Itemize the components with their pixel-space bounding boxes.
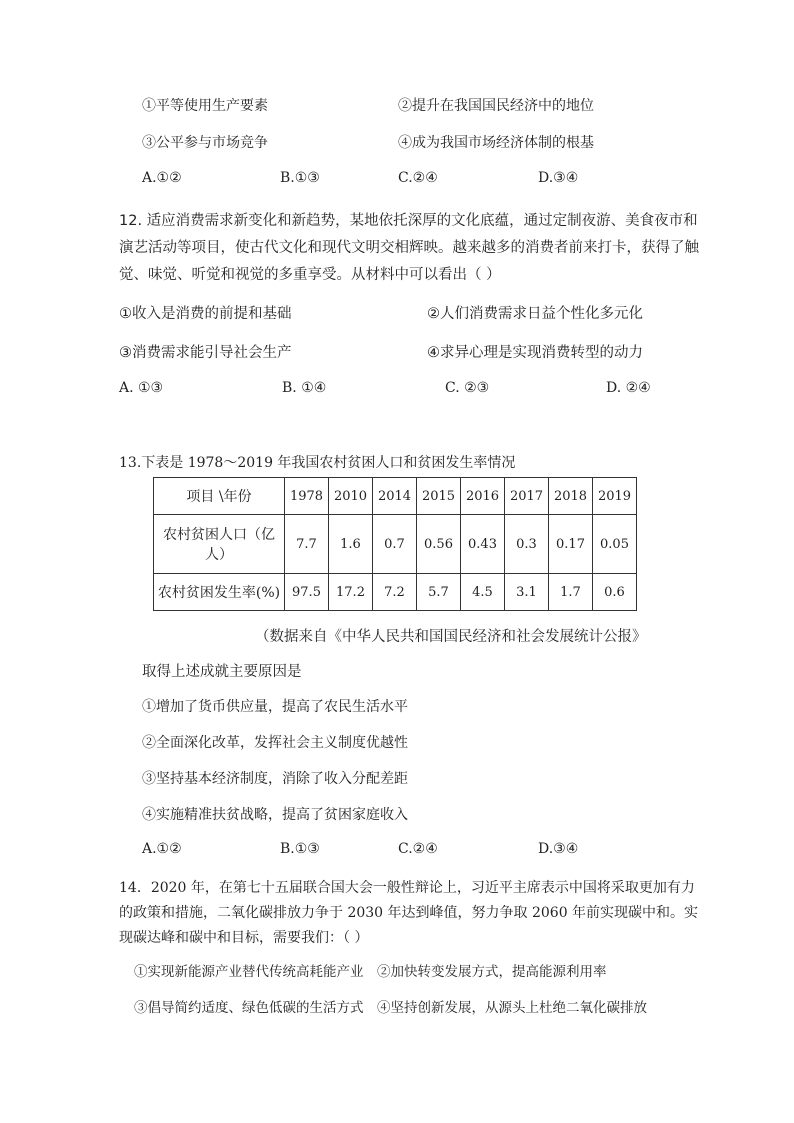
table-cell: 0.05	[593, 515, 637, 574]
table-row-poverty-rate	[154, 574, 637, 611]
table-cell: 3.1	[505, 574, 549, 611]
q13-choice-d: D.③④	[538, 841, 579, 857]
q12-stem-line-3: 觉、味觉、听觉和视觉的多重享受。从材料中可以看出（ ）	[119, 267, 501, 283]
table-cell: 0.6	[593, 574, 637, 611]
row-label-line-2: 人）	[205, 547, 233, 563]
q11-choice-d: D.③④	[538, 170, 579, 186]
row-label-poverty-rate: 农村贫困发生率(%)	[154, 574, 285, 611]
table-cell: 1.7	[549, 574, 593, 611]
table-cell: 1.6	[329, 515, 373, 574]
q12-choice-d: D. ②④	[606, 380, 651, 396]
q12-choice-a: A. ①③	[119, 380, 164, 396]
table-cell: 4.5	[461, 574, 505, 611]
q13-option-2: ②全面深化改革，发挥社会主义制度优越性	[142, 735, 408, 751]
table-cell: 0.3	[505, 515, 549, 574]
row-label-poor-population	[154, 515, 285, 574]
q14-stem-line-3: 现碳达峰和碳中和目标，需要我们：（ ）	[119, 930, 369, 946]
q14-option-3: ③倡导简约适度、绿色低碳的生活方式	[134, 1000, 364, 1016]
q11-option-4: ④成为我国市场经济体制的根基	[398, 135, 594, 151]
year-2019: 2019	[593, 478, 637, 515]
year-2014: 2014	[373, 478, 417, 515]
year-1978: 1978	[285, 478, 329, 515]
q11-choice-b: B.①③	[280, 170, 320, 186]
q11-choice-a: A.①②	[142, 170, 182, 186]
q12-option-2: ②人们消费需求日益个性化多元化	[427, 306, 643, 322]
table-cell: 0.7	[373, 515, 417, 574]
q12-stem-line-1: 12. 适应消费需求新变化和新趋势，某地依托深厚的文化底蕴，通过定制夜游、美食夜市和	[119, 213, 698, 229]
poverty-table	[153, 477, 637, 611]
q12-option-1: ①收入是消费的前提和基础	[119, 306, 292, 322]
q14-stem-line-1: 14．2020 年，在第七十五届联合国大会一般性辩论上，习近平主席表示中国将采取更加有力	[119, 880, 695, 896]
q14-option-2: ②加快转变发展方式，提高能源利用率	[377, 964, 607, 980]
table-row-poor-population	[154, 515, 637, 574]
q13-ask: 取得上述成就主要原因是	[142, 664, 302, 680]
q12-choice-b: B. ①④	[282, 380, 327, 396]
q13-stem: 13.下表是 1978～2019 年我国农村贫困人口和贫困发生率情况	[119, 455, 516, 471]
q14-stem-line-2: 的政策和措施，二氧化碳排放力争于 2030 年达到峰值，努力争取 2060 年前实现碳中和。实	[119, 905, 699, 921]
q14-option-1: ①实现新能源产业替代传统高耗能产业	[134, 964, 364, 980]
q12-option-4: ④求异心理是实现消费转型的动力	[427, 345, 643, 361]
q13-choice-a: A.①②	[142, 841, 182, 857]
q11-choice-c: C.②④	[398, 170, 438, 186]
year-2015: 2015	[417, 478, 461, 515]
row-label-line-1: 农村贫困人口（亿	[163, 527, 275, 543]
year-2018: 2018	[549, 478, 593, 515]
table-cell: 0.56	[417, 515, 461, 574]
q11-option-2: ②提升在我国国民经济中的地位	[398, 98, 594, 114]
year-2010: 2010	[329, 478, 373, 515]
table-corner-cell: 项目 \年份	[154, 478, 285, 515]
table-cell: 0.17	[549, 515, 593, 574]
q12-choice-c: C. ②③	[445, 380, 490, 396]
q13-choice-c: C.②④	[398, 841, 438, 857]
q13-option-1: ①增加了货币供应量，提高了农民生活水平	[142, 699, 408, 715]
table-cell: 7.2	[373, 574, 417, 611]
q13-option-3: ③坚持基本经济制度，消除了收入分配差距	[142, 771, 408, 787]
table-source-note: （数据来自《中华人民共和国国民经济和社会发展统计公报》	[255, 629, 647, 645]
q12-option-3: ③消费需求能引导社会生产	[119, 345, 292, 361]
year-2017: 2017	[505, 478, 549, 515]
q11-option-3: ③公平参与市场竞争	[142, 135, 268, 151]
table-cell: 7.7	[285, 515, 329, 574]
q13-choice-b: B.①③	[280, 841, 320, 857]
q14-option-4: ④坚持创新发展，从源头上杜绝二氧化碳排放	[377, 1000, 647, 1016]
table-cell: 17.2	[329, 574, 373, 611]
table-cell: 0.43	[461, 515, 505, 574]
table-cell: 5.7	[417, 574, 461, 611]
year-2016: 2016	[461, 478, 505, 515]
q12-stem-line-2: 演艺活动等项目，使古代文化和现代文明交相辉映。越来越多的消费者前来打卡，获得了触	[119, 240, 699, 256]
q11-option-1: ①平等使用生产要素	[142, 98, 268, 114]
table-cell: 97.5	[285, 574, 329, 611]
q13-option-4: ④实施精准扶贫战略，提高了贫困家庭收入	[142, 807, 408, 823]
table-header-row	[154, 478, 637, 515]
